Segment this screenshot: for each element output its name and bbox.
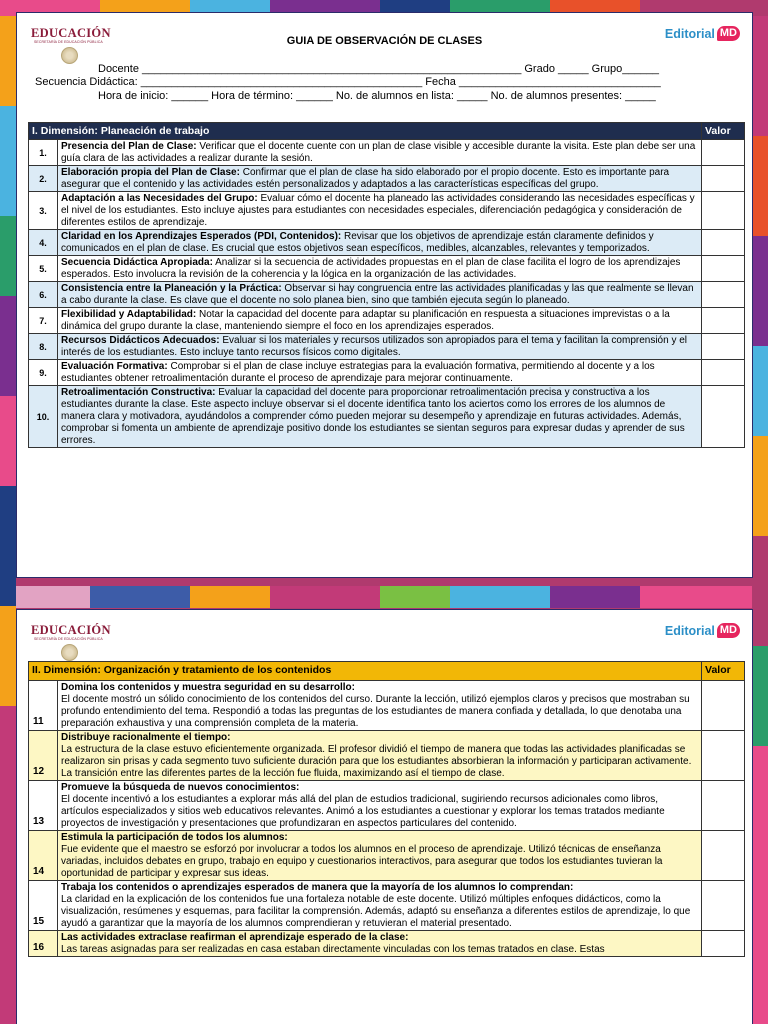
- editorial-logo-text: Editorial: [664, 623, 715, 638]
- criterion-text: El docente mostró un sólido conocimiento de los contenidos del curso. Durante la lección, utilizó ejemplos claros y precisos que mostraban su profundo entendimiento del tema. Respondió a todas las preguntas de los estudiantes de manera confiada y detallada, lo que denotaba una preparación exhaustiva y una comprensión completa de la materia.: [61, 694, 690, 729]
- educacion-logo: EDUCACIÓN: [31, 26, 111, 40]
- criterion-row: [29, 781, 745, 831]
- valor-cell[interactable]: [702, 256, 745, 282]
- criterion-number: 1.: [29, 140, 58, 166]
- left-color-side: [0, 16, 16, 1024]
- criterion-description: [58, 230, 702, 256]
- criterion-number: 7.: [29, 308, 58, 334]
- criterion-row: [29, 282, 745, 308]
- criterion-description: [58, 781, 702, 831]
- criterion-row: [29, 831, 745, 881]
- dimension-2-header: II. Dimensión: Organización y tratamiento de los contenidos: [29, 662, 702, 681]
- criterion-description: [58, 192, 702, 230]
- criterion-row: [29, 334, 745, 360]
- dimension-2-header-row: [29, 662, 745, 681]
- seal-icon: [61, 644, 78, 661]
- form-line-docente: Docente ______________________________________________________________ Grado _____ Grupo______: [98, 63, 659, 75]
- criterion-text: Notar la capacidad del docente para adaptar su planificación en respuesta a situaciones imprevistas o a la dinámica del grupo durante la clase, manteniendo siempre el foco en los aprendizajes esperados.: [61, 309, 670, 332]
- criterion-row: [29, 386, 745, 448]
- valor-cell[interactable]: [702, 881, 745, 931]
- criterion-row: [29, 731, 745, 781]
- criterion-number: 12: [29, 731, 58, 781]
- criterion-number: 8.: [29, 334, 58, 360]
- criterion-row: [29, 881, 745, 931]
- criterion-row: [29, 140, 745, 166]
- valor-cell[interactable]: [702, 681, 745, 731]
- criterion-description: [58, 386, 702, 448]
- criterion-title: Secuencia Didáctica Apropiada:: [61, 257, 213, 268]
- criterion-description: [58, 166, 702, 192]
- valor-cell[interactable]: [702, 831, 745, 881]
- criterion-number: 9.: [29, 360, 58, 386]
- valor-header: Valor: [702, 662, 745, 681]
- criterion-text: Evaluar cómo el docente ha planeado las actividades considerando las necesidades específicas y el nivel de los estudiantes. Esto incluye ajustes para estudiantes con necesidades especiales, diferenciación pedagógica y consideración de diferentes estilos de aprendizaje.: [61, 193, 695, 228]
- criterion-number: 2.: [29, 166, 58, 192]
- editorial-logo-text: Editorial: [664, 26, 715, 41]
- criterion-text: Fue evidente que el maestro se esforzó por involucrar a todos los alumnos en el proceso de aprendizaje. Utilizó técnicas de enseñanza variadas, incluidos debates en grupo, trabajo en equipo y cuestionarios interactivos, para asegurar que todos los estudiantes tuvieran la oportunidad de participar y expresar sus ideas.: [61, 844, 663, 879]
- dimension-1-header: I. Dimensión: Planeación de trabajo: [29, 123, 702, 140]
- criterion-description: [58, 731, 702, 781]
- valor-cell[interactable]: [702, 360, 745, 386]
- sep-logo-subtitle: SECRETARÍA DE EDUCACIÓN PÚBLICA: [34, 637, 103, 641]
- dimension-1-header-row: [29, 123, 745, 140]
- criterion-row: [29, 230, 745, 256]
- criterion-title: Retroalimentación Constructiva:: [61, 387, 216, 398]
- criterion-number: 10.: [29, 386, 58, 448]
- criterion-text: La estructura de la clase estuvo eficientemente organizada. El profesor dividió el tiempo de manera que todas las actividades planificadas se realizaron sin prisas y cada segmento tuvo suficiente duración para que los estudiantes absorbieran la información y participaran activamente. La transición entre las diferentes partes de la lección fue fluida, maximizando así el tiempo de clase.: [61, 744, 692, 779]
- criterion-number: 3.: [29, 192, 58, 230]
- valor-cell[interactable]: [702, 386, 745, 448]
- dimension-2-table: [28, 661, 745, 957]
- criterion-text: Confirmar que el plan de clase ha sido elaborado por el propio docente. Esto es importante para asegurar que el contenido y las actividades estén personalizados y adaptados a las características específicas del grupo.: [61, 167, 670, 190]
- criterion-text: La claridad en la explicación de los contenidos fue una fortaleza notable de este docente. Utilizó múltiples enfoques didácticos, como la visualización, resúmenes y esquemas, para facilitar la comprensión. Además, adaptó su enseñanza a diferentes estilos de aprendizaje, lo que ayudó a garantizar que la mayoría de los alumnos comprendieran y retuvieran el material presentado.: [61, 894, 691, 929]
- valor-cell[interactable]: [702, 230, 745, 256]
- criterion-number: 5.: [29, 256, 58, 282]
- criterion-text: Observar si hay congruencia entre las actividades planificadas y las que realmente se llevan a cabo durante la clase. Es clave que el docente no solo planea bien, sino que también ejecuta según lo planeado.: [61, 283, 694, 306]
- criterion-text: Evaluar la capacidad del docente para proporcionar retroalimentación precisa y constructiva a los estudiantes durante la clase. Este aspecto incluye observar si el docente identifica tanto los aciertos como los errores de los alumnos de manera clara y motivadora, ayudándolos a comprender cómo pueden mejorar su desempeño y aprendizaje en futuras actividades. Además, comprobar si fomenta un ambiente de aprendizaje positivo donde los estudiantes se sientan seguros para expresar dudas y aprender de sus errores.: [61, 387, 685, 446]
- criterion-text: Revisar que los objetivos de aprendizaje están claramente definidos y comunicados en el plan de clase. Es crucial que estos objetivos sean específicos, medibles, alcanzables, relevantes y temporizados.: [61, 231, 654, 254]
- criterion-title: Recursos Didácticos Adecuados:: [61, 335, 220, 346]
- criterion-number: 4.: [29, 230, 58, 256]
- valor-cell[interactable]: [702, 731, 745, 781]
- valor-cell[interactable]: [702, 166, 745, 192]
- md-badge-icon: MD: [717, 623, 740, 638]
- valor-cell[interactable]: [702, 931, 745, 957]
- valor-cell[interactable]: [702, 334, 745, 360]
- criterion-number: 13: [29, 781, 58, 831]
- criterion-title: Flexibilidad y Adaptabilidad:: [61, 309, 197, 320]
- criterion-row: [29, 166, 745, 192]
- criterion-title: Presencia del Plan de Clase:: [61, 141, 197, 152]
- criterion-row: [29, 192, 745, 230]
- criterion-description: [58, 831, 702, 881]
- criterion-row: [29, 256, 745, 282]
- criterion-title: Trabaja los contenidos o aprendizajes esperados de manera que la mayoría de los alumnos lo comprendan:: [61, 882, 574, 893]
- middle-color-strip: [0, 586, 768, 608]
- form-line-secuencia: Secuencia Didáctica: ______________________________________________ Fecha _________________________________: [35, 76, 661, 88]
- valor-cell[interactable]: [702, 781, 745, 831]
- editorial-md-logo: [665, 623, 740, 638]
- criterion-description: [58, 256, 702, 282]
- criterion-text: Verificar que el docente cuente con un plan de clase visible y accesible durante la visita. Este plan debe ser una guía clara de las actividades a realizar durante la sesión.: [61, 141, 696, 164]
- criterion-description: [58, 308, 702, 334]
- criterion-description: [58, 881, 702, 931]
- criterion-number: 15: [29, 881, 58, 931]
- sep-logo-subtitle: SECRETARÍA DE EDUCACIÓN PÚBLICA: [34, 40, 103, 44]
- criterion-title: Elaboración propia del Plan de Clase:: [61, 167, 240, 178]
- valor-cell[interactable]: [702, 140, 745, 166]
- criterion-title: Distribuye racionalmente el tiempo:: [61, 732, 231, 743]
- criterion-title: Domina los contenidos y muestra seguridad en su desarrollo:: [61, 682, 355, 693]
- criterion-number: 14: [29, 831, 58, 881]
- criterion-row: [29, 681, 745, 731]
- criterion-row: [29, 931, 745, 957]
- criterion-description: [58, 334, 702, 360]
- right-color-side: [752, 16, 768, 1024]
- criterion-title: Evaluación Formativa:: [61, 361, 168, 372]
- criterion-description: [58, 360, 702, 386]
- criterion-row: [29, 360, 745, 386]
- md-badge-icon: MD: [717, 26, 740, 41]
- criterion-number: 16: [29, 931, 58, 957]
- educacion-logo: EDUCACIÓN: [31, 623, 111, 637]
- seal-icon: [61, 47, 78, 64]
- criterion-text: El docente incentivó a los estudiantes a explorar más allá del plan de estudios tradicional, sugiriendo recursos adicionales como libros, artículos especializados y sitios web educativos relevantes. Animó a los estudiantes a cuestionar y explorar los temas tratados mediante proyectos de investigación y presentaciones que profundizaran en aspectos particulares del contenido.: [61, 794, 665, 829]
- valor-header: Valor: [702, 123, 745, 140]
- criterion-text: Analizar si la secuencia de actividades propuestas en el plan de clase facilita el logro de los aprendizajes esperados. Esto involucra la revisión de la coherencia y la lógica en la organización de las actividades.: [61, 257, 681, 280]
- criterion-title: Consistencia entre la Planeación y la Práctica:: [61, 283, 282, 294]
- criterion-description: [58, 681, 702, 731]
- criterion-title: Claridad en los Aprendizajes Esperados (PDI, Contenidos):: [61, 231, 342, 242]
- document-page-1: [16, 12, 753, 578]
- document-title: GUIA DE OBSERVACIÓN DE CLASES: [286, 35, 483, 47]
- criterion-number: 11: [29, 681, 58, 731]
- criterion-description: [58, 931, 702, 957]
- criterion-title: Estimula la participación de todos los alumnos:: [61, 832, 288, 843]
- form-line-horas: Hora de inicio: ______ Hora de término: ______ No. de alumnos en lista: _____ No. de alumnos presentes: _____: [98, 90, 656, 102]
- criterion-title: Adaptación a las Necesidades del Grupo:: [61, 193, 258, 204]
- document-page-2: [16, 609, 753, 1024]
- valor-cell[interactable]: [702, 308, 745, 334]
- criterion-row: [29, 308, 745, 334]
- criterion-text: Las tareas asignadas para ser realizadas en casa estaban directamente vinculadas con los temas tratados en clase. Estas: [61, 944, 605, 955]
- valor-cell[interactable]: [702, 282, 745, 308]
- criterion-number: 6.: [29, 282, 58, 308]
- criterion-title: Las actividades extraclase reafirman el aprendizaje esperado de la clase:: [61, 932, 409, 943]
- criterion-text: Evaluar si los materiales y recursos utilizados son apropiados para el tema y facilitan la comprensión y el interés de los estudiantes. Esto incluye tanto recursos físicos como digitales.: [61, 335, 688, 358]
- valor-cell[interactable]: [702, 192, 745, 230]
- criterion-text: Comprobar si el plan de clase incluye estrategias para la evaluación formativa, permitiendo al docente y a los estudiantes obtener retroalimentación durante el proceso de aprendizaje para mejorar continuamente.: [61, 361, 655, 384]
- criterion-description: [58, 282, 702, 308]
- criterion-title: Promueve la búsqueda de nuevos conocimientos:: [61, 782, 300, 793]
- dimension-1-table: [28, 122, 745, 448]
- criterion-description: [58, 140, 702, 166]
